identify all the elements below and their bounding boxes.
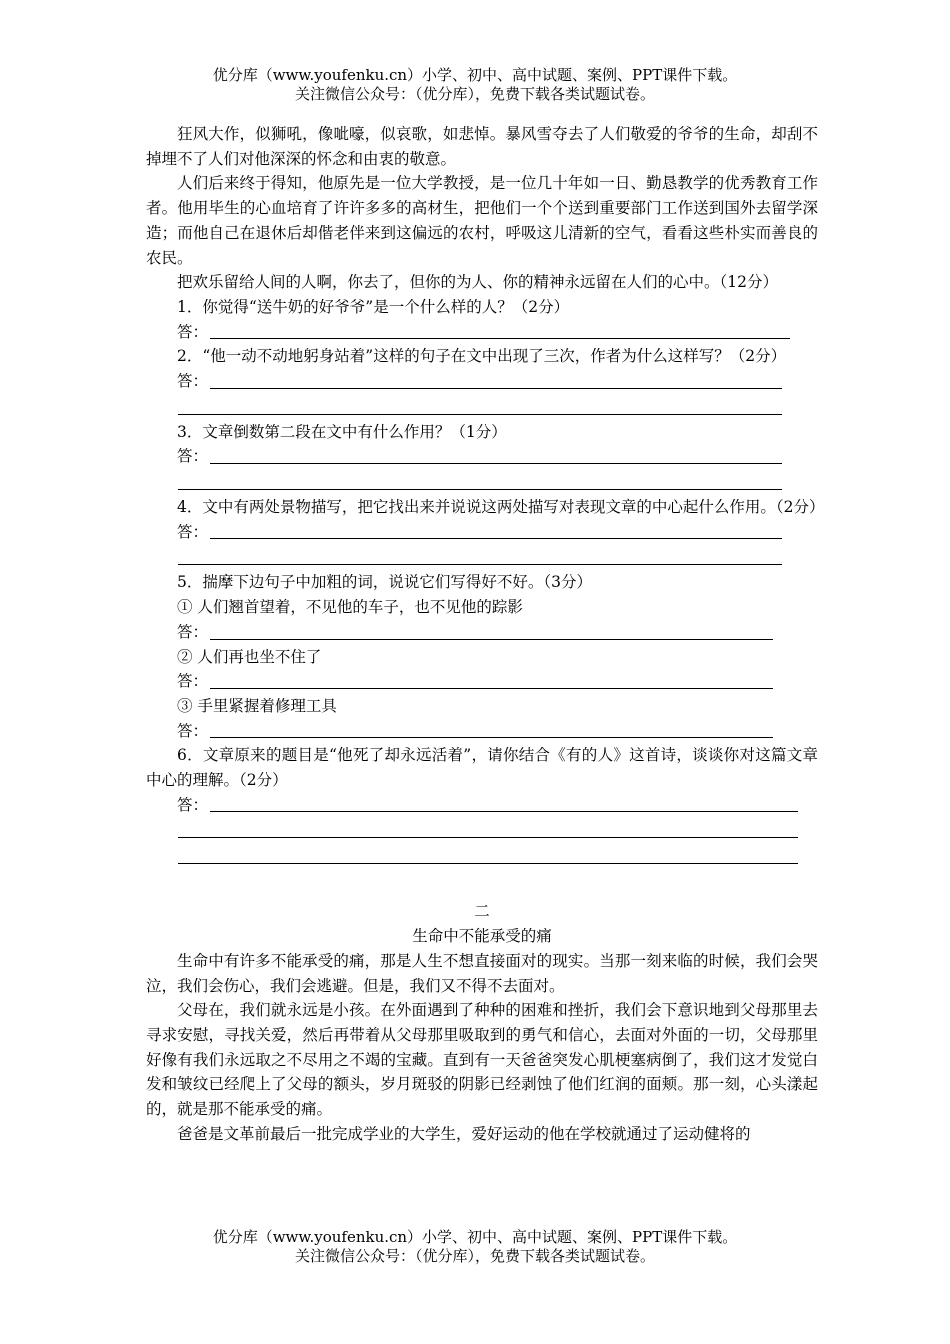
answer-label: 答： xyxy=(177,322,209,341)
answer-6-extra-line-2[interactable] xyxy=(146,843,818,869)
answer-label: 答： xyxy=(177,522,209,541)
passage1-paragraph-2: 人们后来终于得知，他原先是一位大学教授，是一位几十年如一日、勤恳教学的优秀教育工作者。他用毕生的心血培育了许许多多的高材生，把他们一个个送到重要部门工作送到国外去留学深造；而他自己在退休后却偕老伴来到这偏远的农村，呼吸这儿清新的空气，看看这些朴实而善良的农民。 xyxy=(146,174,818,267)
question-5-item-1: ① 人们翘首望着，不见他的车子，也不见他的踪影 xyxy=(177,598,523,617)
section-2-title: 生命中不能承受的痛 xyxy=(412,927,552,946)
answer-5-3[interactable] xyxy=(146,719,818,744)
page-footer xyxy=(0,1228,950,1266)
answer-label: 答： xyxy=(177,622,209,641)
answer-4-extra-line[interactable] xyxy=(146,544,818,570)
answer-line xyxy=(210,338,790,339)
answer-line xyxy=(210,639,773,640)
answer-1[interactable] xyxy=(146,320,818,345)
answer-5-2[interactable] xyxy=(146,669,818,694)
answer-line xyxy=(178,837,798,838)
question-4: 4．文中有两处景物描写，把它找出来并说说这两处描写对表现文章的中心起什么作用。（2分） xyxy=(177,498,825,517)
answer-label: 答： xyxy=(177,447,209,466)
answer-5-1[interactable] xyxy=(146,620,818,645)
section2-paragraph-3: 爸爸是文革前最后一批完成学业的大学生，爱好运动的他在学校就通过了运动健将的 xyxy=(177,1124,751,1143)
page-header xyxy=(0,66,950,104)
footer-line-2: 关注微信公众号：（优分库），免费下载各类试题试卷。 xyxy=(294,1247,655,1265)
passage1-paragraph-3: 把欢乐留给人间的人啊，你去了，但你的为人、你的精神永远留在人们的心中。（12分） xyxy=(177,273,778,292)
answer-line xyxy=(178,489,782,490)
answer-6[interactable] xyxy=(146,793,818,818)
header-line-2: 关注微信公众号：（优分库），免费下载各类试题试卷。 xyxy=(294,85,655,103)
answer-line xyxy=(210,388,782,389)
answer-label: 答： xyxy=(177,795,209,814)
question-3: 3．文章倒数第二段在文中有什么作用？（1分） xyxy=(177,422,507,441)
answer-3-extra-line[interactable] xyxy=(146,469,818,495)
header-line-1: 优分库（www.youfenku.cn）小学、初中、高中试题、案例、PPT课件下载。 xyxy=(212,66,738,84)
answer-label: 答： xyxy=(177,672,209,691)
section-2-number: 二 xyxy=(474,902,490,921)
footer-line-1: 优分库（www.youfenku.cn）小学、初中、高中试题、案例、PPT课件下载。 xyxy=(212,1228,738,1246)
answer-3[interactable] xyxy=(146,444,818,469)
passage1-paragraph-1: 狂风大作，似狮吼，像呲嚎，似哀歌，如悲悼。暴风雪夺去了人们敬爱的爷爷的生命，却刮不掉埋不了人们对他深深的怀念和由衷的敬意。 xyxy=(146,125,818,168)
answer-2-extra-line[interactable] xyxy=(146,394,818,420)
answer-line xyxy=(210,538,782,539)
answer-label: 答： xyxy=(177,372,209,391)
question-2: 2．“他一动不动地躬身站着”这样的句子在文中出现了三次，作者为什么这样写？（2分） xyxy=(177,347,787,366)
section2-paragraph-1: 生命中有许多不能承受的痛，那是人生不想直接面对的现实。当那一刻来临的时候，我们会哭泣，我们会伤心，我们会逃避。但是，我们又不得不去面对。 xyxy=(146,951,818,995)
answer-4[interactable] xyxy=(146,520,818,545)
answer-line xyxy=(210,811,798,812)
answer-label: 答： xyxy=(177,721,209,740)
answer-line xyxy=(210,463,782,464)
answer-line xyxy=(178,414,782,415)
question-6: 6．文章原来的题目是“他死了却永远活着”，请你结合《有的人》这首诗，谈谈你对这篇文章中心的理解。（2分） xyxy=(146,746,818,790)
question-5-item-2: ② 人们再也坐不住了 xyxy=(177,647,322,666)
section2-paragraph-2: 父母在，我们就永远是小孩。在外面遇到了种种的困难和挫折，我们会下意识地到父母那里去寻求安慰，寻找关爱，然后再带着从父母那里吸取到的勇气和信心，去面对外面的一切，父母那里好像有我们永远取之不尽用之不竭的宝藏。直到有一天爸爸突发心肌梗塞病倒了，我们这才发觉白发和皱纹已经爬上了父母的额头，岁月斑驳的阴影已经剥蚀了他们红润的面颊。那一刻，心头漾起的，就是那不能承受的痛。 xyxy=(146,1001,818,1119)
section-gap xyxy=(146,869,818,899)
answer-2[interactable] xyxy=(146,369,818,394)
answer-6-extra-line-1[interactable] xyxy=(146,817,818,843)
question-5: 5．揣摩下边句子中加粗的词，说说它们写得好不好。（3分） xyxy=(177,573,592,592)
answer-line xyxy=(210,737,773,738)
answer-line xyxy=(210,688,773,689)
answer-line xyxy=(178,564,782,565)
question-1: 1．你觉得“送牛奶的好爷爷”是一个什么样的人？（2分） xyxy=(177,297,570,316)
answer-line xyxy=(178,863,798,864)
question-5-item-3: ③ 手里紧握着修理工具 xyxy=(177,696,337,715)
document-body xyxy=(146,122,825,1146)
